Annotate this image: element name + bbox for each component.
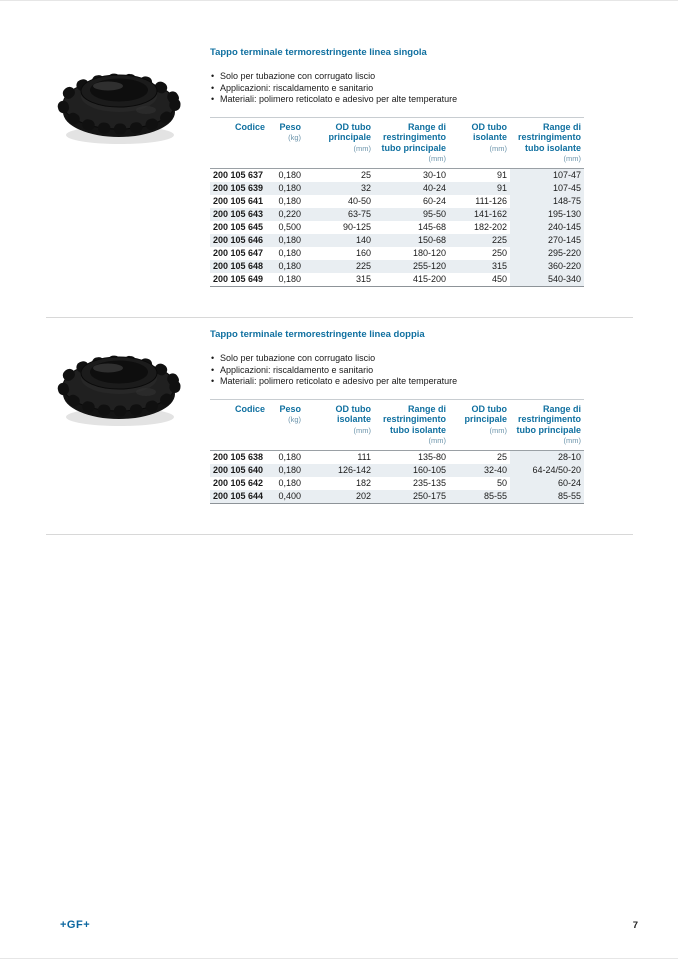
table-cell: 225 xyxy=(449,234,510,247)
gf-logo: +GF+ xyxy=(60,919,91,931)
table-row xyxy=(210,169,584,183)
end-cap-illustration xyxy=(54,55,184,151)
table-cell: 0,180 xyxy=(278,170,301,180)
table-cell: 111-126 xyxy=(475,196,507,206)
cell-code: 200 105 645 xyxy=(213,222,264,232)
column-header-range-principale xyxy=(510,399,584,451)
column-header-range-isolante xyxy=(374,399,449,451)
table-cell: 0,180 xyxy=(278,196,301,206)
column-label: Codice xyxy=(234,403,265,414)
column-unit: (kg) xyxy=(288,415,301,424)
cell-code: 200 105 648 xyxy=(210,260,268,273)
table-cell: 235-135 xyxy=(412,478,446,488)
section-content xyxy=(210,47,584,287)
column-label: Peso xyxy=(279,121,301,132)
table-cell: 0,180 xyxy=(268,464,304,477)
table-cell: 91 xyxy=(449,182,510,195)
table-cell: 95-50 xyxy=(374,208,449,221)
bullet-item: • Materiali: polimero reticolato e adesivo per alte temperature xyxy=(210,376,584,388)
table-body xyxy=(210,169,584,287)
column-header-od-principale xyxy=(304,117,374,169)
table-cell: 107-47 xyxy=(510,169,584,183)
table-cell: 25 xyxy=(496,452,507,462)
table-cell: 0,180 xyxy=(278,478,301,488)
table-cell: 40-50 xyxy=(347,196,371,206)
column-header-range-principale xyxy=(374,117,449,169)
table-cell: 107-45 xyxy=(510,182,584,195)
table-cell: 182-202 xyxy=(473,222,507,232)
cell-code: 200 105 639 xyxy=(210,182,268,195)
cell-code: 200 105 644 xyxy=(210,490,268,504)
bullet-list xyxy=(210,71,584,106)
table-cell: 111 xyxy=(357,452,371,462)
table-cell: 64-24/50-20 xyxy=(510,464,584,477)
column-header-od-isolante xyxy=(304,399,374,451)
table-cell: 225 xyxy=(304,260,374,273)
column-header-peso xyxy=(268,117,304,169)
bullet-list xyxy=(210,353,584,388)
table-cell: 250 xyxy=(491,248,507,258)
table-cell: 50 xyxy=(496,478,507,488)
spec-table-double xyxy=(210,399,584,505)
column-unit: (mm) xyxy=(563,436,581,445)
table-cell: 295-220 xyxy=(510,247,584,260)
table-cell: 60-24 xyxy=(422,196,446,206)
table-cell: 315 xyxy=(355,274,371,284)
table-cell: 30-10 xyxy=(422,170,446,180)
bullet-item: • Applicazioni: riscaldamento e sanitario xyxy=(210,83,584,95)
table-cell: 315 xyxy=(449,260,510,273)
table-body xyxy=(210,451,584,504)
section-divider xyxy=(46,317,633,318)
column-label: OD tubo principale xyxy=(464,403,507,424)
column-label: OD tubo principale xyxy=(328,121,371,142)
table-row xyxy=(210,477,584,490)
table-row xyxy=(210,195,584,208)
cell-code: 200 105 637 xyxy=(213,170,264,180)
table-row xyxy=(210,221,584,234)
cell-code: 200 105 643 xyxy=(210,208,268,221)
table-row xyxy=(210,490,584,504)
product-photo-end-cap xyxy=(54,55,184,151)
page-number: 7 xyxy=(632,920,638,931)
table-row xyxy=(210,208,584,221)
table-head xyxy=(210,399,584,451)
table-cell: 360-220 xyxy=(510,260,584,273)
bullet-item: • Applicazioni: riscaldamento e sanitario xyxy=(210,365,584,377)
section-title: Tappo terminale termorestringente linea singola xyxy=(210,47,427,58)
column-unit: (mm) xyxy=(353,425,371,435)
table-cell: 140 xyxy=(304,234,374,247)
table-cell: 160-105 xyxy=(374,464,449,477)
table-cell: 32-40 xyxy=(449,464,510,477)
product-photo-end-cap xyxy=(54,337,184,433)
table-cell: 91 xyxy=(496,170,507,180)
column-unit: (kg) xyxy=(288,133,301,142)
table-cell: 85-55 xyxy=(510,490,584,504)
column-label: Range di restringimento tubo principale xyxy=(516,403,581,435)
table-cell: 32 xyxy=(304,182,374,195)
column-header-od-principale xyxy=(449,399,510,451)
table-row xyxy=(210,273,584,287)
spec-table-single xyxy=(210,117,584,288)
bullet-item: • Materiali: polimero reticolato e adesivo per alte temperature xyxy=(210,94,584,106)
column-unit: (mm) xyxy=(353,143,371,153)
table-cell: 28-10 xyxy=(510,451,584,465)
table-cell: 0,180 xyxy=(268,260,304,273)
table-cell: 202 xyxy=(304,490,374,504)
column-label: Range di restringimento tubo isolante xyxy=(382,403,446,435)
table-cell: 255-120 xyxy=(374,260,449,273)
table-cell: 0,180 xyxy=(278,248,301,258)
table-cell: 0,180 xyxy=(268,234,304,247)
section-content xyxy=(210,329,584,504)
column-header-range-isolante xyxy=(510,117,584,169)
table-cell: 60-24 xyxy=(510,477,584,490)
table-cell: 195-130 xyxy=(510,208,584,221)
table-cell: 0,400 xyxy=(268,490,304,504)
table-cell: 0,180 xyxy=(268,182,304,195)
column-label: OD tubo isolante xyxy=(471,121,507,142)
column-header-codice xyxy=(210,117,268,169)
table-cell: 25 xyxy=(360,170,371,180)
table-cell: 270-145 xyxy=(510,234,584,247)
table-cell: 450 xyxy=(491,274,507,284)
column-label: Codice xyxy=(234,121,265,132)
table-cell: 540-340 xyxy=(510,273,584,287)
column-header-peso xyxy=(268,399,304,451)
table-cell: 240-145 xyxy=(510,221,584,234)
column-unit: (mm) xyxy=(428,154,446,163)
cell-code: 200 105 640 xyxy=(210,464,268,477)
table-cell: 415-200 xyxy=(412,274,446,284)
table-row xyxy=(210,451,584,465)
table-cell: 135-80 xyxy=(417,452,446,462)
column-unit: (mm) xyxy=(489,143,507,153)
table-row xyxy=(210,260,584,273)
table-row xyxy=(210,464,584,477)
column-label: Range di restringimento tubo isolante xyxy=(517,121,581,153)
end-cap-illustration xyxy=(54,337,184,433)
table-cell: 145-68 xyxy=(417,222,446,232)
table-cell: 40-24 xyxy=(374,182,449,195)
table-cell: 250-175 xyxy=(374,490,449,504)
table-cell: 126-142 xyxy=(304,464,374,477)
cell-code: 200 105 647 xyxy=(213,248,264,258)
column-header-od-isolante xyxy=(449,117,510,169)
table-cell: 180-120 xyxy=(412,248,446,258)
cell-code: 200 105 649 xyxy=(213,274,264,284)
table-row xyxy=(210,247,584,260)
table-cell: 182 xyxy=(355,478,371,488)
column-unit: (mm) xyxy=(489,425,507,435)
table-cell: 0,220 xyxy=(268,208,304,221)
column-unit: (mm) xyxy=(563,154,581,163)
column-unit: (mm) xyxy=(428,436,446,445)
table-cell: 141-162 xyxy=(449,208,510,221)
column-label: OD tubo isolante xyxy=(335,403,371,424)
bullet-item: • Solo per tubazione con corrugato liscio xyxy=(210,71,584,83)
column-label: Range di restringimento tubo principale xyxy=(381,121,446,153)
cell-code: 200 105 638 xyxy=(213,452,264,462)
table-cell: 0,500 xyxy=(278,222,301,232)
column-label: Peso xyxy=(279,403,301,414)
cell-code: 200 105 646 xyxy=(210,234,268,247)
table-row xyxy=(210,234,584,247)
column-header-codice xyxy=(210,399,268,451)
table-cell: 85-55 xyxy=(449,490,510,504)
table-cell: 0,180 xyxy=(278,274,301,284)
table-cell: 90-125 xyxy=(342,222,371,232)
table-cell: 63-75 xyxy=(304,208,374,221)
section-divider xyxy=(46,534,633,535)
table-row xyxy=(210,182,584,195)
section-title: Tappo terminale termorestringente linea doppia xyxy=(210,329,425,340)
table-cell: 160 xyxy=(355,248,371,258)
cell-code: 200 105 641 xyxy=(213,196,264,206)
table-cell: 150-68 xyxy=(374,234,449,247)
table-head xyxy=(210,117,584,169)
cell-code: 200 105 642 xyxy=(213,478,264,488)
table-cell: 0,180 xyxy=(278,452,301,462)
table-cell: 148-75 xyxy=(510,195,584,208)
bullet-item: • Solo per tubazione con corrugato liscio xyxy=(210,353,584,365)
